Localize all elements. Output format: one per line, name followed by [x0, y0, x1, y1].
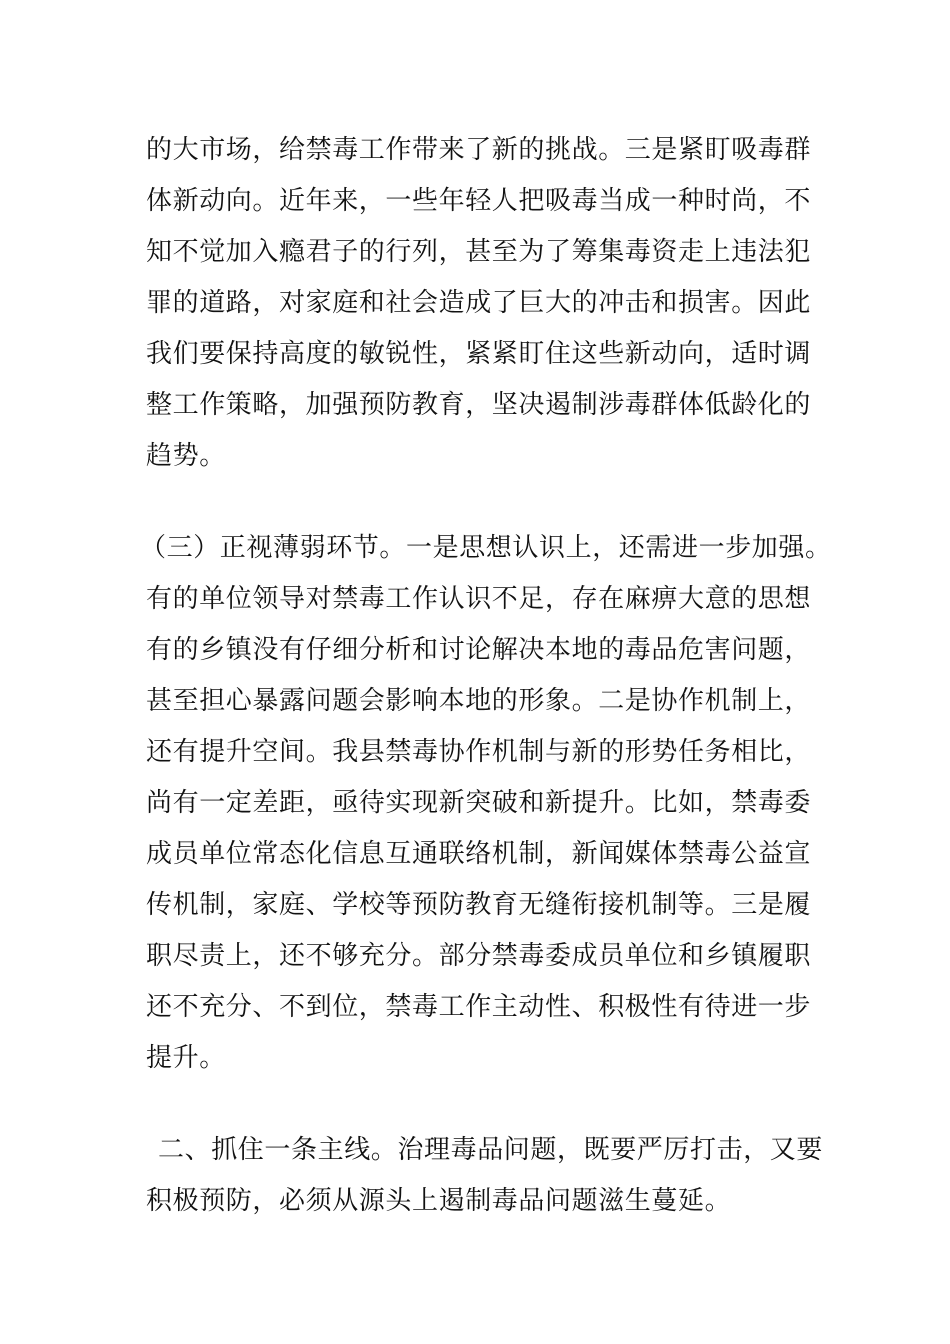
- paragraph-2-line-10: 还不充分、不到位，禁毒工作主动性、积极性有待进一步: [146, 992, 812, 1022]
- paragraph-1-line-6: 整工作策略，加强预防教育，坚决遏制涉毒群体低龄化的: [146, 390, 812, 420]
- paragraph-1-line-1: 的大市场，给禁毒工作带来了新的挑战。三是紧盯吸毒群: [146, 135, 812, 165]
- paragraph-2-line-9: 职尽责上，还不够充分。部分禁毒委成员单位和乡镇履职: [146, 941, 812, 971]
- paragraph-2-line-8: 传机制，家庭、学校等预防教育无缝衔接机制等。三是履: [146, 890, 812, 920]
- paragraph-1-line-4: 罪的道路，对家庭和社会造成了巨大的冲击和损害。因此: [146, 288, 812, 318]
- paragraph-2-line-4: 甚至担心暴露问题会影响本地的形象。二是协作机制上，: [146, 686, 812, 716]
- paragraph-2-line-1: （三）正视薄弱环节。一是思想认识上，还需进一步加强。: [140, 533, 832, 563]
- paragraph-2-line-7: 成员单位常态化信息互通联络机制，新闻媒体禁毒公益宣: [146, 839, 812, 869]
- paragraph-2-line-11: 提升。: [146, 1043, 226, 1073]
- paragraph-1-line-5: 我们要保持高度的敏锐性，紧紧盯住这些新动向，适时调: [146, 339, 812, 369]
- paragraph-2-line-2: 有的单位领导对禁毒工作认识不足，存在麻痹大意的思想: [146, 584, 812, 614]
- paragraph-2-line-5: 还有提升空间。我县禁毒协作机制与新的形势任务相比，: [146, 737, 812, 767]
- paragraph-2-line-3: 有的乡镇没有仔细分析和讨论解决本地的毒品危害问题，: [146, 635, 812, 665]
- paragraph-1-line-3: 知不觉加入瘾君子的行列，甚至为了筹集毒资走上违法犯: [146, 237, 812, 267]
- paragraph-1-line-2: 体新动向。近年来，一些年轻人把吸毒当成一种时尚，不: [146, 186, 812, 216]
- paragraph-3-line-2: 积极预防，必须从源头上遏制毒品问题滋生蔓延。: [146, 1186, 732, 1216]
- paragraph-1-line-7: 趋势。: [146, 441, 226, 471]
- paragraph-3-line-1: 二、抓住一条主线。治理毒品问题，既要严厉打击，又要: [158, 1135, 824, 1165]
- paragraph-2-line-6: 尚有一定差距，亟待实现新突破和新提升。比如，禁毒委: [146, 788, 812, 818]
